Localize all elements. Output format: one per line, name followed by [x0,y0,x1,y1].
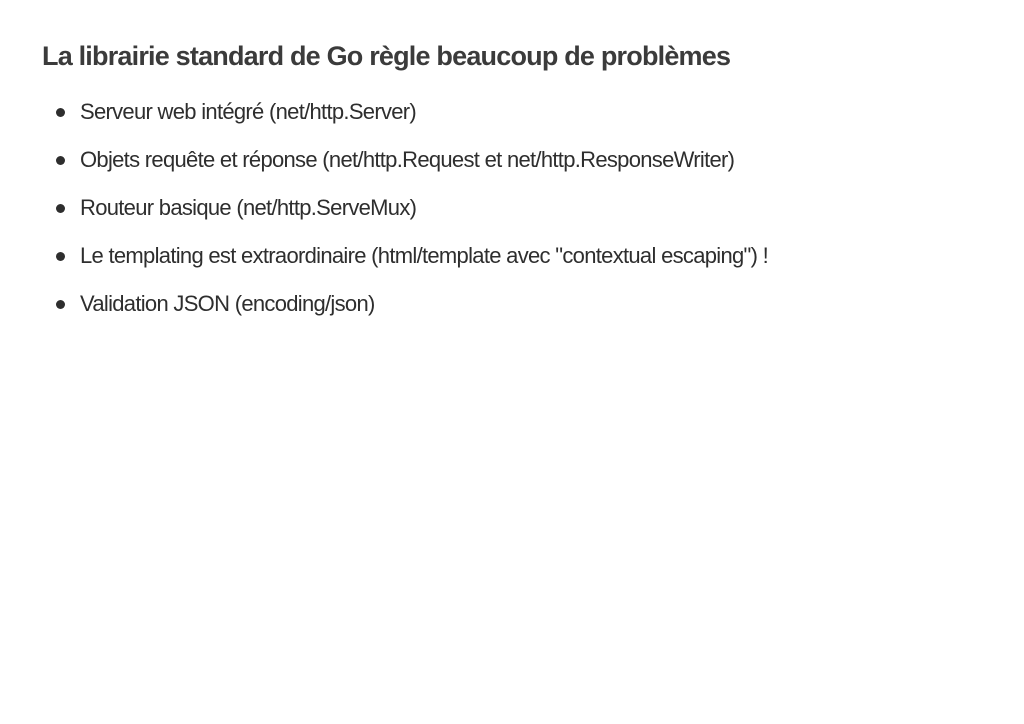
bullet-dot-icon [56,252,65,261]
bullet-list [42,88,982,328]
bullet-item [42,136,982,184]
bullet-text: Le templating est extraordinaire (html/template avec "contextual escaping") ! [80,243,769,268]
bullet-text: Objets requête et réponse (net/http.Request et net/http.ResponseWriter) [80,147,735,172]
bullet-dot-icon [56,300,65,309]
bullet-item [42,88,982,136]
bullet-dot-icon [56,156,65,165]
bullet-item [42,280,982,328]
slide-title: La librairie standard de Go règle beaucoup de problèmes [42,41,731,71]
bullet-item [42,232,982,280]
bullet-text: Validation JSON (encoding/json) [80,291,375,316]
bullet-dot-icon [56,204,65,213]
bullet-item [42,184,982,232]
bullet-text: Serveur web intégré (net/http.Server) [80,99,417,124]
bullet-text: Routeur basique (net/http.ServeMux) [80,195,417,220]
bullet-dot-icon [56,108,65,117]
